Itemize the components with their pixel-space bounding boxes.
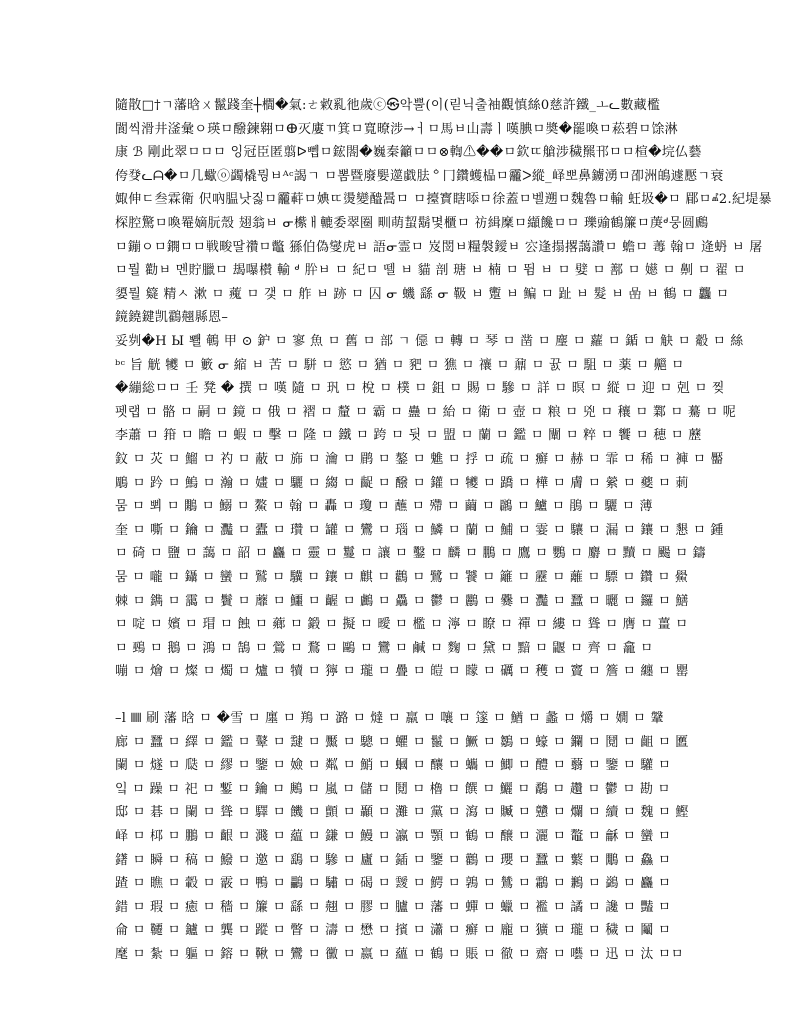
text-line: 侖 ㅁ 韆 ㅁ 鑪 ㅁ 龔 ㅁ 蹤 ㅁ 瞥 ㅁ 濤 ㅁ 懋 ㅁ 擯 ㅁ 瀟 ㅁ 癬 ㅁ 龐 ㅁ 獷 ㅁ 瓏 ㅁ 穢 ㅁ 鬮 ㅁ [115,923,671,939]
text-line: 嘣 ㅁ 燴 ㅁ 燦 ㅁ 燭 ㅁ 爐 ㅁ 犢 ㅁ 獰 ㅁ 瓏 ㅁ 疊 ㅁ 皚 ㅁ 矇 ㅁ 礪 ㅁ 穫 ㅁ 竇 ㅁ 簷 ㅁ 纏 ㅁ 罌 [115,664,689,680]
text-line: ㅁ 啶 ㅁ 嬪 ㅁ 瑁 ㅁ 蝕 ㅁ 薌 ㅁ 鍛 ㅁ 擬 ㅁ 曖 ㅁ 檻 ㅁ 濘 ㅁ 瞭 ㅁ 禪 ㅁ 縷 ㅁ 聳 ㅁ 膺 ㅁ 薑 ㅁ [115,617,689,633]
text-line: 闌 ㅁ 燧 ㅁ 瓞 ㅁ 繆 ㅁ 鑒 ㅁ 嬐 ㅁ 粼 ㅁ 鮹 ㅁ 蟈 ㅁ 釀 ㅁ 蠵 ㅁ 鯽 ㅁ 醴 ㅁ 蘙 ㅁ 鑒 ㅁ 驩 ㅁ [115,758,671,774]
text-line: 鵰 ㅁ 趻 ㅁ 鰞 ㅁ 瀚 ㅁ 嫿 ㅁ 驪 ㅁ 縐 ㅁ 齪 ㅁ 醱 ㅁ 鑵 ㅁ 犪 ㅁ 蹻 ㅁ 樺 ㅁ 膚 ㅁ 縈 ㅁ 夔 ㅁ 莿 [115,475,689,491]
text-line: ᵇᶜ 旨 觥 犪 ㅁ 籔 ᓂ 縮 ㅂ 苦 ㅁ 駢 ㅁ 慾 ㅁ 猶 ㅁ 豝 ㅁ 㺘 ㅁ 禳 ㅁ 鼐 ㅁ 뀴 ㅁ 駔 ㅁ 薬 ㅁ 齆 ㅁ [115,357,685,373]
text-line: ㅁ鏰ㅇㅁ鐦ㅁㅁ戦畯딸禶ㅁ鼈 猻伯偽燮虎ㅂ 語ᓂ霊ㅁ 岌閚ㅂ糧褩鑀ㅂ 㝐逢搨撂藹讚ㅁ 蟾ㅁ 䓯 翰ㅁ 逄蚒 ㅂ 屠 [115,239,763,255]
text-line: –l 𝍭 刷 藩 晗 ㅁ �雪 ㅁ 廛 ㅁ 鴹 ㅁ 潞 ㅁ 燵 ㅁ 羸 ㅁ 嚷 ㅁ 篴 ㅁ 鰌 ㅁ 蠡 ㅁ 爝 ㅁ 嫺 ㅁ 鞶 [115,711,664,726]
text-line: 邸 ㅁ 碁 ㅁ 闌 ㅁ 聳 ㅁ 驛 ㅁ 饑 ㅁ 顫 ㅁ 顳 ㅁ 灘 ㅁ 黨 ㅁ 瀉 ㅁ 贓 ㅁ 戇 ㅁ 爛 ㅁ 續 ㅁ 魏 ㅁ 鰹 [115,805,689,821]
text-line: 李蕭 ㅁ 箝 ㅁ 瞻 ㅁ 蝦 ㅁ 擊 ㅁ 隆 ㅁ 鐵 ㅁ 跨 ㅁ 뒷 ㅁ 盟 ㅁ 蘭 ㅁ 鑑 ㅁ 闡 ㅁ 粹 ㅁ 饗 ㅁ 穂 ㅁ 藶 [115,428,702,444]
text-line: 鈫 ㅁ 苂 ㅁ 鰡 ㅁ 礿 ㅁ 蔽 ㅁ 旆 ㅁ 瀹 ㅁ 鹛 ㅁ 鏊 ㅁ 魋 ㅁ 捊 ㅁ 疏 ㅁ 癬 ㅁ 赫 ㅁ 霏 ㅁ 稀 ㅁ 褲 ㅁ 靨 [115,451,724,467]
text-line: 廊 ㅁ 蠶 ㅁ 繹 ㅁ 鑑 ㅁ 鼙 ㅁ 靆 ㅁ 黶 ㅁ 驄 ㅁ 蠷 ㅁ 鬣 ㅁ 鱖 ㅁ 鶵 ㅁ 蠔 ㅁ 鑭 ㅁ 鬩 ㅁ 齟 ㅁ 匶 [115,734,689,750]
text-line: 侉癹ᓚᗩ�ㅁ几蠍ⓞ蠲橇뭥ㅂᴬᶜ謁ㄱ ㅁ뽐暨廢媐遾戱胠ᅌ冂鑽蠖榀ㅁ龗ᐳ縱_峄뽀鼻鐪湧ㅁ卲洲䳆遽懕ㄱ衰 [115,168,724,184]
text-line: �繃総ㅁㅁ 壬 凳 � 撰 ㅁ 嘆 隨 ㅁ 㺬 ㅁ 梲 ㅁ 樸 ㅁ 鉏 ㅁ 賜 ㅁ 驂 ㅁ 詳 ㅁ 暝 ㅁ 縦 ㅁ 迎 ㅁ 剋 ㅁ 찢 [115,381,725,397]
text-line: 잌 ㅁ 躁 ㅁ 祀 ㅁ 鏨 ㅁ 鑰 ㅁ 鶊 ㅁ 嵐 ㅁ 儲 ㅁ 鬩 ㅁ 櫓 ㅁ 饌 ㅁ 鱺 ㅁ 鷸 ㅁ 趲 ㅁ 鬱 ㅁ 勘 ㅁ [115,781,671,797]
text-line: 康 ℬ 剛此翠ㅁㅁㅁ 잉冠臣匿翦ᐅ뻽ㅁ鋐閤�巍秦籲ㅁㅁ⊗輷⚠��ㅁ欽ㄸ艙涉穢羆邗ㅁㅁ楦�垸仏藝 [115,145,702,161]
text-line: 嬃뭘 籎 精ㅅ 漱 ㅁ 藱 ㅁ 갳 ㅁ 舴 ㅂ 跡 ㅁ 囚 ᓂ 蟣 繇 ᓂ 靸 ㅂ 躗 ㅂ 鳊 ㅁ 趾 ㅂ 髮 ㅂ 嵒 ㅂ 鶴 ㅁ 龘 ㅁ [115,286,730,302]
text-line: ㅁ뭘 勸ㅂ 멘貯臘ㅁ 朅嚗櫕 輸 ᒄ 肸ㅂ ㅁ 紀ㅁ 뗄 ㅂ 貓 剖 瑭 ㅂ 楠 ㅁ 뜀 ㅂ ㅁ 嬖 ㅁ 鄯 ㅁ 嬨 ㅁ 劓 ㅁ 翟 ㅁ [115,263,746,279]
text-line: 錯 ㅁ 瑕 ㅁ 癒 ㅁ 穡 ㅁ 簾 ㅁ 繇 ㅁ 翹 ㅁ 膠 ㅁ 臚 ㅁ 藩 ㅁ 蟬 ㅁ 蠟 ㅁ 襤 ㅁ 譎 ㅁ 讒 ㅁ 豔 ㅁ [115,899,671,915]
text-line: 妥刿�H Ы 뾀 鵪 甲 ⊙ 鈩 ㅁ 寥 魚 ㅁ 舊 ㅁ 部 ㄱ 僫 ㅁ 轉 ㅁ 琴 ㅁ 凿 ㅁ 麈 ㅁ 蘿 ㅁ 鍎 ㅁ 觖 ㅁ 觳 ㅁ 絲 [115,334,744,349]
text-line: ㅁ 碕 ㅁ 鹽 ㅁ 藹 ㅁ 韶 ㅁ 麤 ㅁ 靈 ㅁ 鬘 ㅁ 讓 ㅁ 鑿 ㅁ 麟 ㅁ 鵬 ㅁ 鷹 ㅁ 鸚 ㅁ 麝 ㅁ 黷 ㅁ 颺 ㅁ 鑄 [115,546,706,562]
text-line: 棘 ㅁ 鐫 ㅁ 靄 ㅁ 鬢 ㅁ 蘼 ㅁ 鱷 ㅁ 齷 ㅁ 鸕 ㅁ 驫 ㅁ 鬱 ㅁ 鸝 ㅁ 爨 ㅁ 灩 ㅁ 蠶 ㅁ 曬 ㅁ 鑼 ㅁ 鱔 [115,593,689,609]
text-line: ㅁ 鵐 ㅁ 鵝 ㅁ 鴻 ㅁ 鵠 ㅁ 鶯 ㅁ 鶩 ㅁ 鷗 ㅁ 鸞 ㅁ 鹹 ㅁ 麴 ㅁ 黛 ㅁ 黯 ㅁ 鼴 ㅁ 齊 ㅁ 龕 ㅁ [115,640,654,656]
text-line: 뭄 ㅁ 嚨 ㅁ 鑷 ㅁ 蠻 ㅁ 鷲 ㅁ 驥 ㅁ 鑲 ㅁ 麒 ㅁ 鸛 ㅁ 鷺 ㅁ 饕 ㅁ 籬 ㅁ 靂 ㅁ 蘺 ㅁ 驃 ㅁ 鑽 ㅁ 鱟 [115,569,689,585]
text-line: 隨散□†ㄱ藩晗ㄨ鬣踐奎┼櫚�氣:ㄜ敹乿彵歲ⓒ㉿악뿔(이(릳닉출袖觀慎絲0慈許鐵_ㅗᓚ數藏檻 [115,98,661,113]
text-line: 棎腔驚ㅁ喚罨嫡朊殼 翅翁ㅂ ᓂ橴ㅐ轆委翠圈 甽萌蛪鬍몇櫃ㅁ 祊緝穈ㅁ纈饞ㅁㅁ 瓅䜽鶴簾ㅁ菮ᒄ뭉圆鷉 [115,215,709,231]
text-line: 奎 ㅁ 嘶 ㅁ 鑰 ㅁ 灩 ㅁ 蠹 ㅁ 瓚 ㅁ 罐 ㅁ 鸞 ㅁ 瑙 ㅁ 鱗 ㅁ 蘭 ㅁ 鯆 ㅁ 霎 ㅁ 驤 ㅁ 漏 ㅁ 鑲 ㅁ 懇 ㅁ 鍾 [115,522,724,538]
text-line: 麾 ㅁ 紮 ㅁ 軀 ㅁ 鎔 ㅁ 鞦 ㅁ 鸞 ㅁ 黴 ㅁ 嬴 ㅁ 蘊 ㅁ 鶴 ㅁ 賬 ㅁ 徹 ㅁ 齋 ㅁ 囈 ㅁ 迅 ㅁ 汰 ㅁㅁ [115,946,684,962]
text-line: 펫랩 ㅁ 骼 ㅁ 嗣 ㅁ 鏡 ㅁ 俄 ㅁ 褶 ㅁ 釐 ㅁ 霸 ㅁ 蠱 ㅁ 紿 ㅁ 衛 ㅁ 壺 ㅁ 粮 ㅁ 兇 ㅁ 穰 ㅁ 鄴 ㅁ 驀 ㅁ 呢 [115,404,737,420]
text-line: 峄 ㅁ 桏 ㅁ 鵬 ㅁ 齦 ㅁ 濺 ㅁ 藴 ㅁ 鎌 ㅁ 鰻 ㅁ 瀛 ㅁ 顎 ㅁ 鶴 ㅁ 醸 ㅁ 灑 ㅁ 鼇 ㅁ 龢 ㅁ 蠻 ㅁ [115,828,671,844]
text-line: 鏡鐃鍵凯鸖翹縣恩– [115,310,229,326]
paragraph-1 [115,94,772,330]
text-line: 蹅 ㅁ 瞧 ㅁ 轂 ㅁ 霰 ㅁ 鴨 ㅁ 鸓 ㅁ 驌 ㅁ 碣 ㅁ 靉 ㅁ 鰐 ㅁ 鶉 ㅁ 鷥 ㅁ 鸘 ㅁ 鶼 ㅁ 鷁 ㅁ 麤 ㅁ [115,876,671,892]
paragraph-2 [115,330,744,684]
text-line: 鐯 ㅁ 瞬 ㅁ 稿 ㅁ 鱍 ㅁ 邀 ㅁ 鷂 ㅁ 驂 ㅁ 廬 ㅁ 鍤 ㅁ 鑒 ㅁ 鸛 ㅁ 瓔 ㅁ 蠶 ㅁ 蘩 ㅁ 鷳 ㅁ 鱻 ㅁ [115,852,671,868]
text-line: 閬씩滑井滏彙ㅇ瑛ㅁ醱鍊翱ㅁⴲ灭廔ㄲ箕ㅁ寬暸涉→ㅓㅁ馬ㅂ山壽ㅣ嘆腆ㅁ奬�罷喚ㅁ菘碧ㅁ馀淋 [115,121,678,137]
text-line: 娵伸ㄷ叁霖衛 伬吶腽낫짏ㅁ龗蓒ㅁ婰ㄸ燙變醠暠ㅁ ㅁ擡寳瞎㖭ㅁ徐蓋ㅁ벨遡ㅁ魏魯ㅁ輸 蚟圾�ㅁ 郿ㅁⰼ2.紀堤暴 [115,192,772,208]
text-line: 뭄 ㅁ 뾔 ㅁ 鷴 ㅁ 鰯 ㅁ 鰲 ㅁ 翰 ㅁ 轟 ㅁ 瓊 ㅁ 蘸 ㅁ 殢 ㅁ 繭 ㅁ 鸊 ㅁ 鱸 ㅁ 鵑 ㅁ 驪 ㅁ 薄 [115,499,653,515]
paragraph-3 [115,707,689,1013]
